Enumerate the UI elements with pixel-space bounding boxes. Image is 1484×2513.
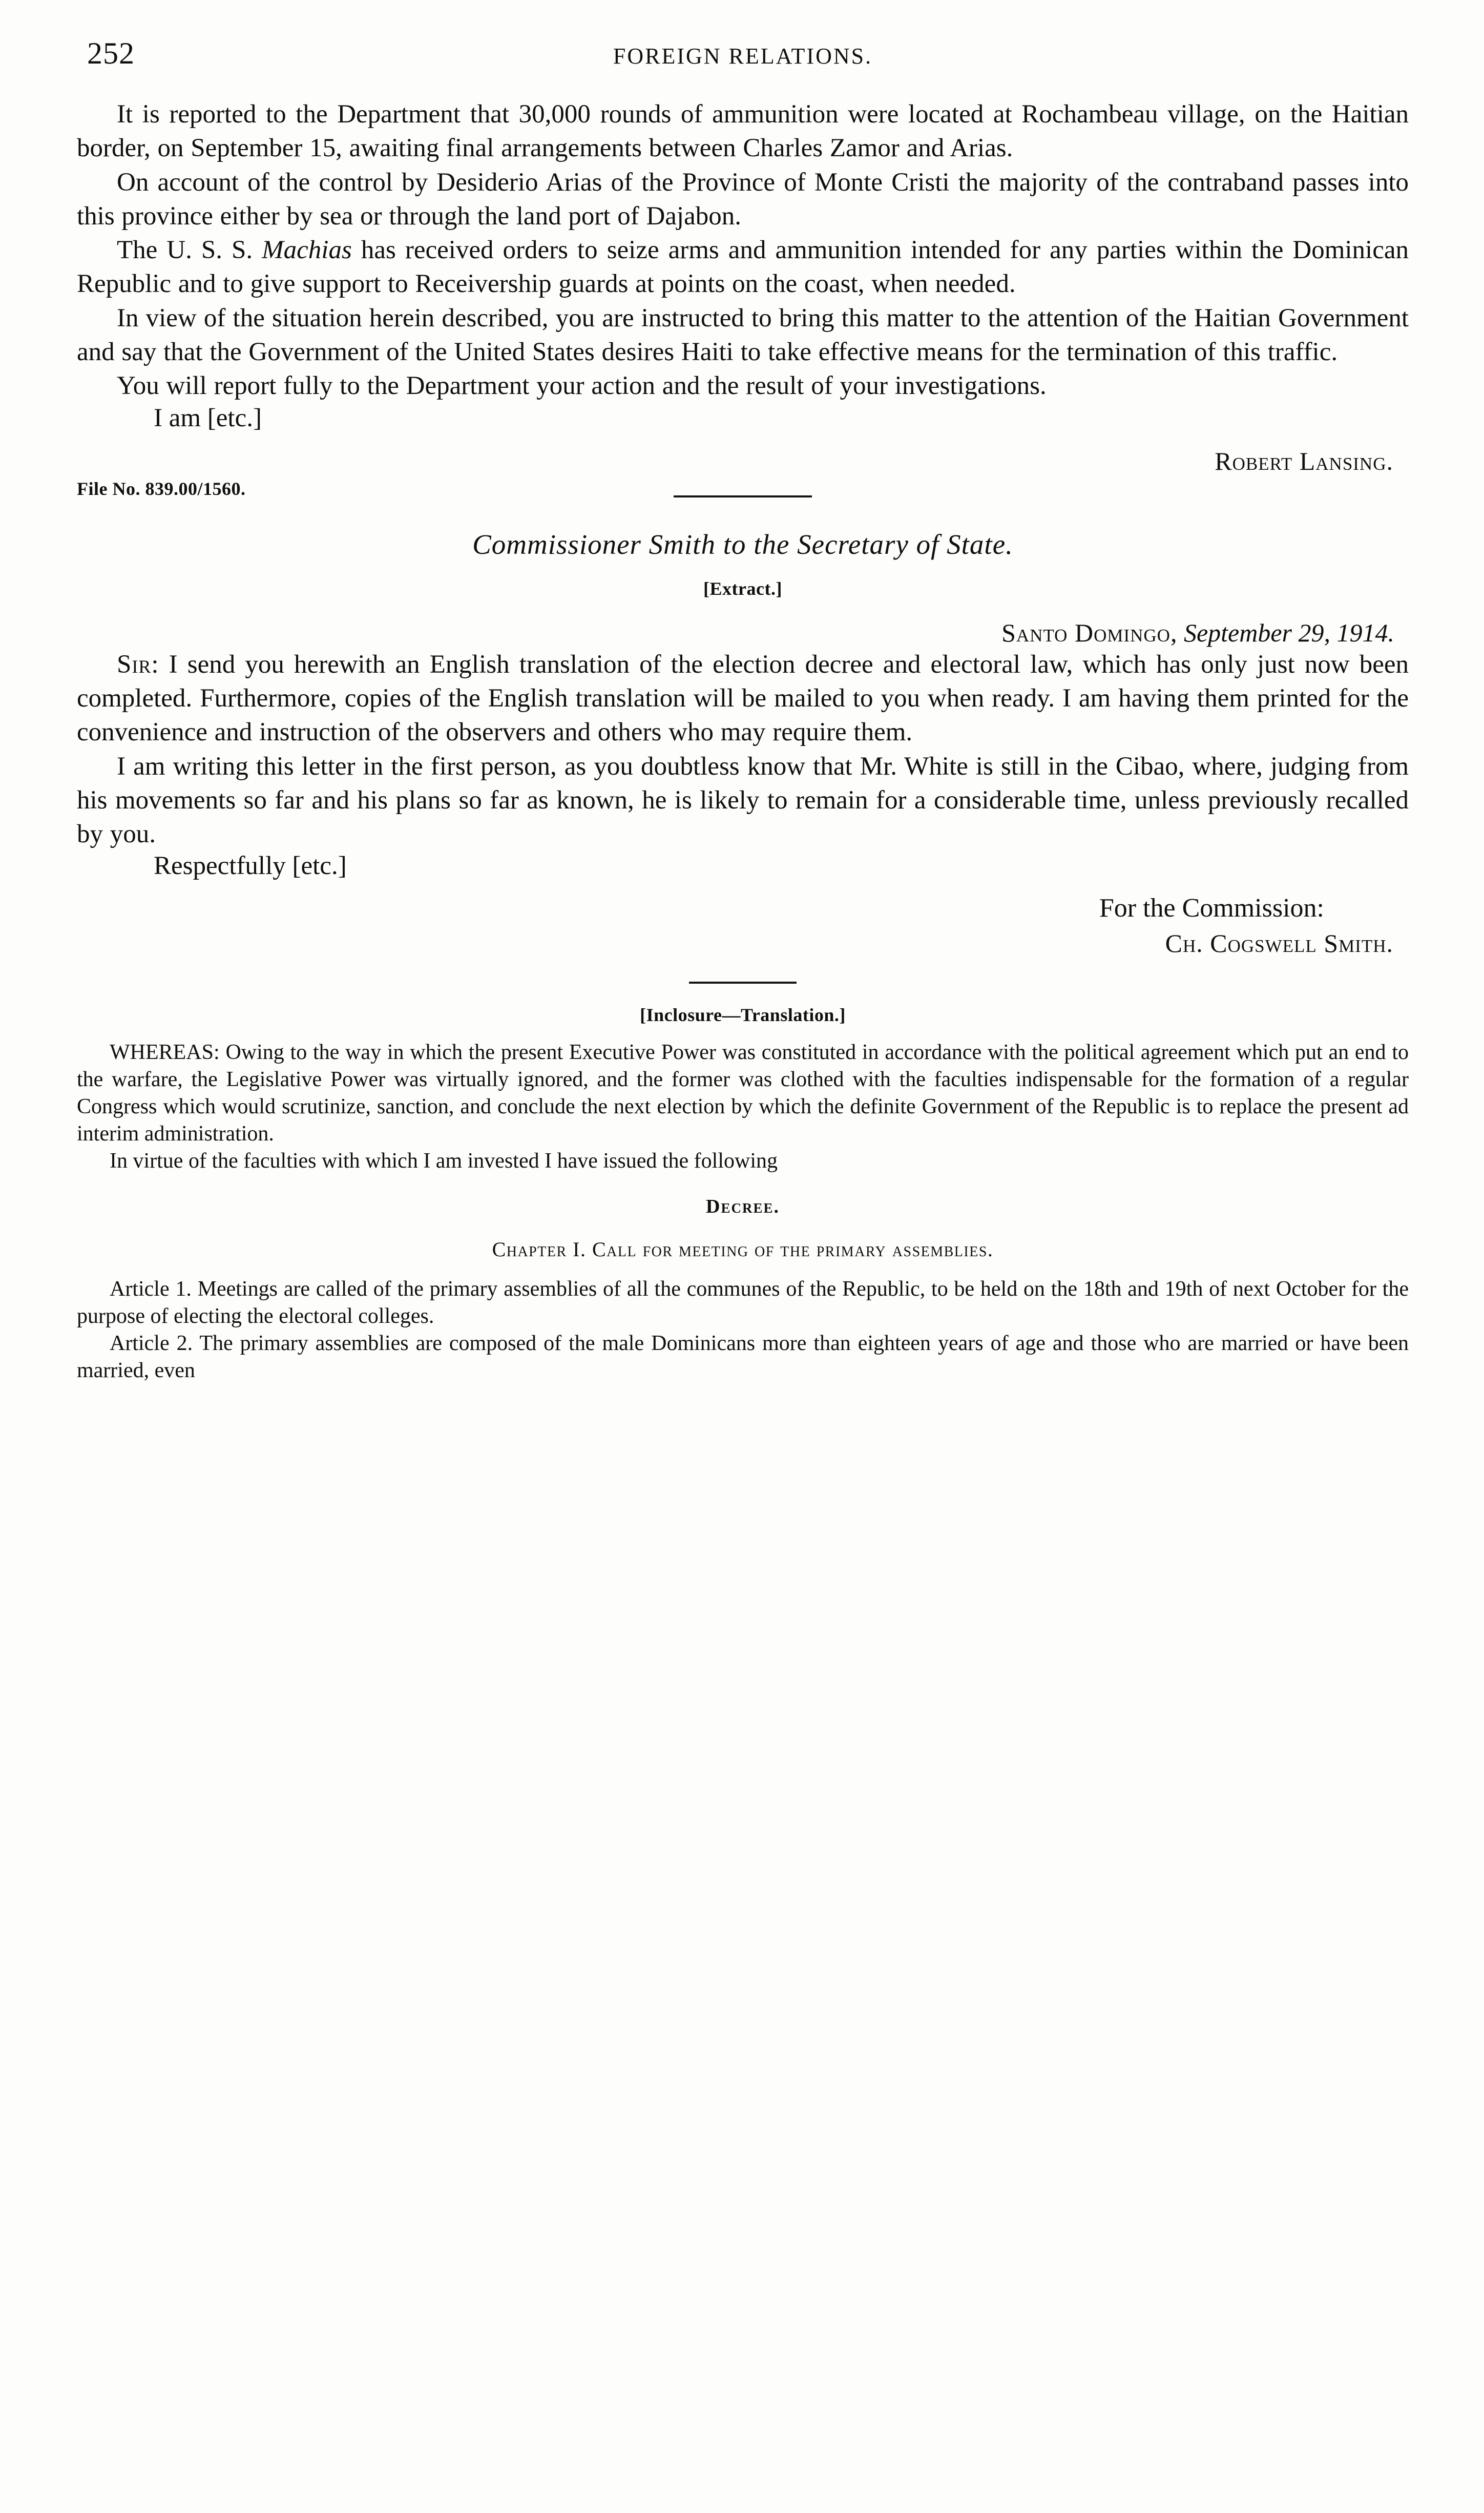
machias-post: has received orders to seize arms and ammunition intended for any parties within the Dominican Republic and to give support to Receivership guards at points on the coast, when needed. [77, 236, 1409, 299]
running-head [77, 36, 1409, 82]
inclosure-body [77, 1039, 1409, 1175]
paragraph-whereas: WHEREAS: Owing to the way in which the present Executive Power was constituted in accordance with the political agreement which put an end to the warfare, the Legislative Power was virtually ignored, and the former was clothed with the faculties indispensable for the formation of a regular Congress which would scrutinize, sanction, and conclude the next election by which the definite Government of the Republic is to replace the present ad interim administration. [77, 1041, 1409, 1146]
page-content [77, 36, 1409, 1384]
dateline-date: September 29, 1914. [1177, 618, 1394, 647]
letter-lansing-body [77, 97, 1409, 476]
machias-pre: The U. S. S. [117, 236, 262, 265]
dateline-place: Santo Domingo, [1001, 618, 1178, 647]
chapter-heading: Chapter I. Call for meeting of the primary assemblies. [492, 1237, 994, 1261]
decree-heading: Decree. [706, 1195, 780, 1217]
file-number: File No. 839.00/1560. [77, 478, 246, 499]
ship-name: Machias [262, 236, 352, 265]
paragraph: In view of the situation herein described, you are instructed to bring this matter to the attention of the Haitian Government and say that the Government of the United States desires Haiti to take effective means for the termination of this traffic. [77, 303, 1409, 367]
running-title: FOREIGN RELATIONS. [613, 44, 873, 69]
signature-smith: Ch. Cogswell Smith. [1165, 929, 1393, 958]
paragraph: You will report fully to the Department your action and the result of your investigations. [117, 371, 1047, 401]
section-divider-rule [689, 982, 797, 984]
article-item: Article 2. The primary assemblies are composed of the male Dominicans more than eighteen years of age and those who are married or have been married, even [77, 1331, 1409, 1382]
document-title: Commissioner Smith to the Secretary of State. [472, 528, 1013, 560]
paragraph-salutation [77, 648, 1409, 750]
article-item: Article 1. Meetings are called of the primary assemblies of all the communes of the Republic, to be held on the 18th and 19th of next October for the purpose of electing the electoral colleges. [77, 1277, 1409, 1328]
paragraph-text: I send you herewith an English translation of the election decree and electoral law, which has only just now been completed. Furthermore, copies of the English translation will be mailed to you when ready. I am having them printed for the convenience and instruction of the observers and others who may require them. [77, 650, 1409, 747]
closing-line: Respectfully [etc.] [154, 851, 347, 881]
paragraph-machias [77, 233, 1409, 301]
signature-lansing: Robert Lansing. [1215, 446, 1393, 475]
for-the-commission: For the Commission: [1099, 894, 1324, 923]
paragraph-virtue: In virtue of the faculties with which I am invested I have issued the following [110, 1149, 778, 1173]
articles-list [77, 1276, 1409, 1384]
closing-line: I am [etc.] [154, 403, 262, 432]
extract-label: [Extract.] [703, 578, 782, 599]
paragraph: It is reported to the Department that 30,000 rounds of ammunition were located at Rochambeau village, on the Haitian border, on September 15, awaiting final arrangements between Charles Zamor and Arias. [77, 100, 1409, 163]
paragraph: I am writing this letter in the first person, as you doubtless know that Mr. White is still in the Cibao, where, judging from his movements so far and his plans so far as known, he is likely to remain for a considerable time, unless previously recalled by you. [77, 752, 1409, 849]
paragraph: On account of the control by Desiderio Arias of the Province of Monte Cristi the majority of the contraband passes into this province either by sea or through the land port of Dajabon. [77, 168, 1409, 231]
page-number: 252 [87, 36, 135, 70]
inclosure-label: [Inclosure—Translation.] [640, 1005, 846, 1026]
dateline [77, 618, 1409, 648]
salutation: Sir: [117, 650, 159, 679]
